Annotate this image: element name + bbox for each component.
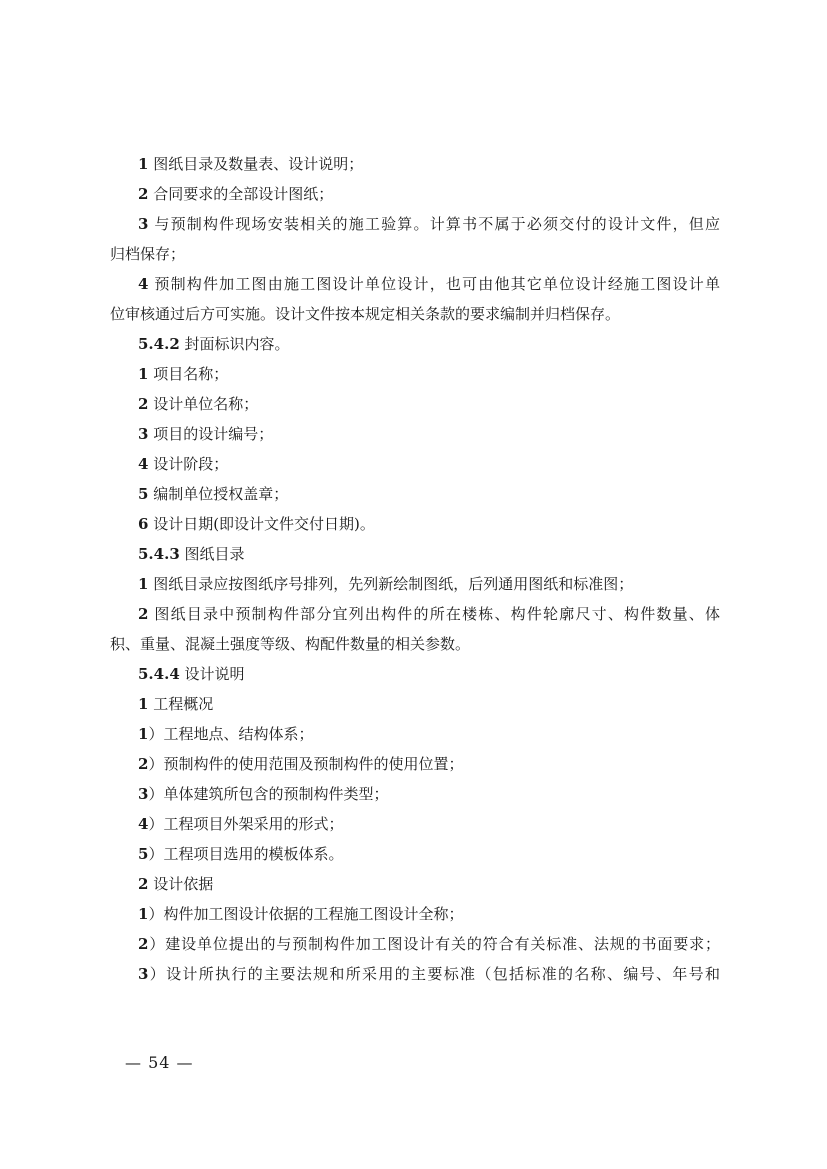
section-heading: 5.4.3 图纸目录 (138, 545, 245, 563)
section-heading: 5.4.2 封面标识内容。 (138, 335, 290, 353)
list-item: 3）单体建筑所包含的预制构件类型； (138, 785, 389, 803)
list-item: 1 图纸目录及数量表、设计说明； (138, 155, 364, 173)
list-item-continuation: 归档保存； (110, 245, 186, 263)
list-item: 3）设计所执行的主要法规和所采用的主要标准（包括标准的名称、编号、年号和 (138, 965, 720, 983)
list-item: 2 合同要求的全部设计图纸； (138, 185, 334, 203)
list-item: 5 编制单位授权盖章； (138, 485, 289, 503)
list-item: 3 项目的设计编号； (138, 425, 274, 443)
list-item: 4）工程项目外架采用的形式； (138, 815, 344, 833)
list-item: 6 设计日期(即设计文件交付日期)。 (138, 515, 375, 533)
list-item: 5）工程项目选用的模板体系。 (138, 845, 344, 863)
list-item: 4 预制构件加工图由施工图设计单位设计，也可由他其它单位设计经施工图设计单 (138, 275, 720, 293)
list-item-continuation: 积、重量、混凝土强度等级、构配件数量的相关参数。 (110, 635, 471, 653)
list-item: 1 项目名称； (138, 365, 229, 383)
list-item: 3 与预制构件现场安装相关的施工验算。计算书不属于必须交付的设计文件，但应 (138, 215, 720, 233)
list-item-continuation: 位审核通过后方可实施。设计文件按本规定相关条款的要求编制并归档保存。 (110, 305, 621, 323)
page-number: — 54 — (125, 1053, 194, 1072)
list-item: 2）预制构件的使用范围及预制构件的使用位置； (138, 755, 464, 773)
list-item: 4 设计阶段； (138, 455, 229, 473)
list-item: 2 设计依据 (138, 875, 214, 893)
list-item: 1）构件加工图设计依据的工程施工图设计全称； (138, 905, 464, 923)
list-item: 2 设计单位名称； (138, 395, 259, 413)
list-item: 2 图纸目录中预制构件部分宜列出构件的所在楼栋、构件轮廓尺寸、构件数量、体 (138, 605, 720, 623)
list-item: 1 工程概况 (138, 695, 214, 713)
list-item: 2）建设单位提出的与预制构件加工图设计有关的符合有关标准、法规的书面要求； (138, 935, 720, 953)
list-item: 1）工程地点、结构体系； (138, 725, 314, 743)
list-item: 1 图纸目录应按图纸序号排列，先列新绘制图纸，后列通用图纸和标准图； (138, 575, 634, 593)
section-heading: 5.4.4 设计说明 (138, 665, 245, 683)
